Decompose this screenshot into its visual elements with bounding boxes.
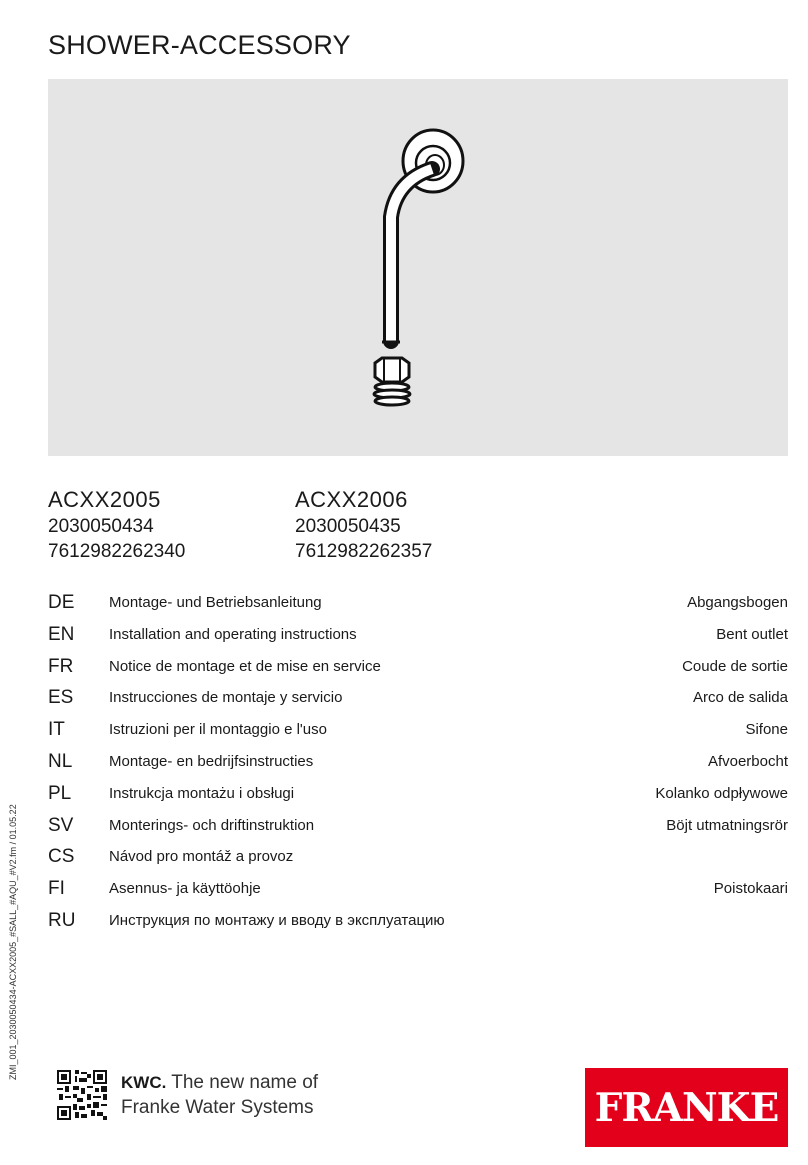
product-ean: 7612982262340 — [48, 541, 186, 562]
franke-logo: FRANKE — [585, 1068, 788, 1147]
language-row — [48, 812, 788, 844]
instructions-title: Notice de montage et de mise en service — [109, 657, 381, 675]
product-name: Böjt utmatningsrör — [666, 816, 788, 834]
instructions-title: Инструкция по монтажу и вводу в эксплуатацию — [109, 911, 445, 929]
language-code: EN — [48, 623, 75, 645]
kwc-notice — [121, 1070, 318, 1120]
instructions-title: Istruzioni per il montaggio e l'uso — [109, 721, 327, 739]
language-list — [48, 589, 788, 939]
language-code: IT — [48, 719, 65, 741]
product-article-number: 2030050434 — [48, 516, 154, 537]
language-code: DE — [48, 592, 75, 613]
product-block-1 — [48, 486, 185, 564]
document-reference: ZMI_001_2030050434-ACXX2005_#SALL_#AQU_#V2.fm / 01.05.22 — [8, 804, 18, 1080]
product-name: Arco de salida — [692, 689, 788, 707]
instructions-title: Montage- en bedrijfsinstructies — [109, 752, 314, 770]
language-code: SV — [48, 814, 74, 836]
language-code: ES — [48, 687, 74, 709]
qr-code-icon — [57, 1070, 107, 1125]
kwc-tagline-line2: Franke Water Systems — [121, 1097, 314, 1118]
language-code: CS — [48, 846, 75, 868]
product-name: Coude de sortie — [682, 657, 788, 675]
instructions-title: Instrukcja montażu i obsługi — [109, 784, 295, 802]
language-row — [48, 621, 788, 653]
product-name: Sifone — [745, 721, 788, 739]
kwc-logo: KWC. — [121, 1073, 167, 1092]
product-illustration — [48, 79, 788, 456]
language-code: FR — [48, 655, 74, 677]
instructions-title: Instrucciones de montaje y servicio — [109, 689, 343, 707]
instructions-title: Asennus- ja käyttöohje — [109, 880, 261, 898]
product-name: Bent outlet — [716, 625, 788, 643]
language-row — [48, 684, 788, 716]
product-name: Kolanko odpływowe — [655, 784, 788, 802]
product-name: Poistokaari — [713, 880, 788, 898]
language-code: RU — [48, 909, 76, 931]
product-name: Afvoerbocht — [707, 752, 788, 770]
language-row — [48, 907, 788, 939]
language-row — [48, 843, 788, 875]
bent-outlet-drawing — [48, 79, 788, 456]
kwc-tagline-line1: The new name of — [166, 1072, 319, 1093]
language-row — [48, 589, 788, 621]
instructions-title: Montage- und Betriebsanleitung — [109, 594, 322, 611]
product-model: ACXX2006 — [295, 487, 408, 512]
product-block-2 — [295, 486, 432, 564]
language-row — [48, 653, 788, 685]
product-model: ACXX2005 — [48, 487, 161, 512]
instructions-title: Installation and operating instructions — [109, 625, 357, 643]
instructions-title: Monterings- och driftinstruktion — [109, 816, 315, 834]
language-code: FI — [48, 878, 65, 900]
instructions-title: Návod pro montáž a provoz — [109, 848, 294, 866]
language-code: PL — [48, 782, 72, 804]
language-row — [48, 748, 788, 780]
language-row — [48, 875, 788, 907]
product-article-number: 2030050435 — [295, 516, 401, 537]
language-code: NL — [48, 750, 73, 772]
product-name: Abgangsbogen — [687, 594, 788, 611]
page-title: SHOWER-ACCESSORY — [48, 30, 351, 60]
product-ean: 7612982262357 — [295, 541, 433, 562]
language-row — [48, 716, 788, 748]
language-row — [48, 780, 788, 812]
